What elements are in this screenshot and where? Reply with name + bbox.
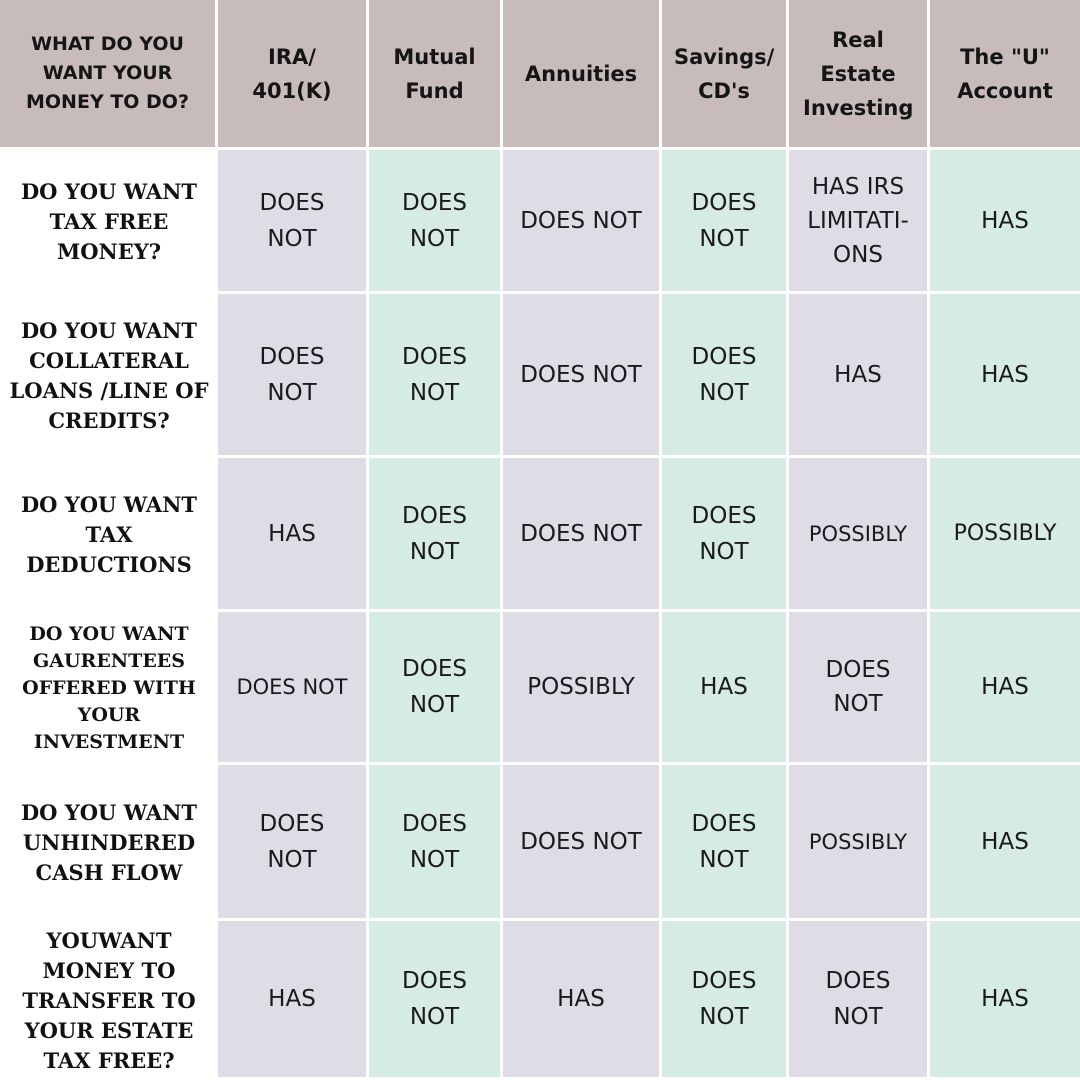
header-col-savings [662, 0, 789, 150]
answer-text: DOES NOT [520, 520, 642, 547]
answer-text: DOES NOT [402, 968, 467, 1030]
answer-cell [503, 294, 662, 458]
row-question-text: DO YOU WANT COLLATERAL LOANS /LINE OF CREDITS? [9, 318, 209, 433]
answer-text: DOES NOT [259, 343, 325, 406]
answer-text: DOES NOT [402, 656, 467, 718]
answer-text: HAS [700, 674, 748, 700]
header-col-annuities-text: Annuities [524, 61, 638, 86]
answer-cell [662, 765, 789, 921]
row-question-text: DO YOU WANT TAX DEDUCTIONS [20, 492, 198, 577]
answer-cell [369, 612, 503, 765]
header-col-mutual-fund [369, 0, 503, 150]
answer-text: HAS [268, 986, 316, 1012]
answer-cell [218, 921, 369, 1080]
answer-text: POSSIBLY [808, 829, 908, 854]
answer-cell [369, 765, 503, 921]
answer-text: POSSIBLY [527, 674, 635, 700]
answer-cell [503, 612, 662, 765]
answer-text: HAS [557, 986, 605, 1012]
header-col-real-estate [789, 0, 930, 150]
answer-cell [789, 150, 930, 294]
answer-text: DOES NOT [520, 207, 642, 234]
answer-text: DOES NOT [825, 657, 891, 717]
answer-cell [503, 765, 662, 921]
answer-cell [218, 150, 369, 294]
answer-cell [662, 612, 789, 765]
answer-text: DOES NOT [402, 343, 467, 406]
row-question [0, 458, 218, 612]
answer-cell [789, 765, 930, 921]
answer-text: DOES NOT [259, 189, 325, 252]
row-question [0, 765, 218, 921]
answer-cell [218, 294, 369, 458]
answer-text: DOES NOT [691, 502, 757, 565]
answer-cell [930, 612, 1080, 765]
answer-text: HAS [981, 674, 1029, 700]
answer-text: HAS [268, 520, 316, 547]
answer-cell [369, 150, 503, 294]
answer-cell [930, 150, 1080, 294]
answer-cell [218, 612, 369, 765]
answer-text: HAS [981, 828, 1029, 855]
header-col-u-account-text: The "U" Account [957, 44, 1053, 103]
answer-cell [218, 765, 369, 921]
answer-cell [503, 150, 662, 294]
answer-cell [930, 921, 1080, 1080]
row-question-text: YOUWANT MONEY TO TRANSFER TO YOUR ESTATE TAX FREE? [22, 927, 196, 1073]
answer-text: HAS [981, 207, 1029, 234]
answer-cell [789, 921, 930, 1080]
answer-text: HAS IRS LIMITATI- ONS [807, 173, 909, 268]
header-col-savings-text: Savings/ CD's [674, 44, 775, 103]
header-question [0, 0, 218, 150]
answer-text: DOES NOT [402, 189, 467, 252]
header-col-real-estate-text: Real Estate Investing [803, 27, 914, 120]
answer-text: HAS [834, 361, 882, 388]
header-question-text: WHAT DO YOU WANT YOUR MONEY TO DO? [26, 33, 189, 113]
answer-cell [662, 458, 789, 612]
answer-cell [930, 458, 1080, 612]
answer-cell [503, 458, 662, 612]
answer-text: DOES NOT [691, 968, 757, 1030]
answer-cell [369, 294, 503, 458]
row-question-text: DO YOU WANT UNHINDERED CASH FLOW [20, 800, 198, 885]
answer-cell [662, 150, 789, 294]
answer-text: DOES NOT [825, 968, 891, 1030]
answer-cell [789, 458, 930, 612]
row-question-text: DO YOU WANT TAX FREE MONEY? [20, 179, 198, 264]
row-question [0, 294, 218, 458]
answer-cell [369, 921, 503, 1080]
answer-text: HAS [981, 361, 1029, 388]
row-question-text: DO YOU WANT GAURENTEES OFFERED WITH YOUR INVESTMENT [22, 623, 196, 753]
answer-text: DOES NOT [402, 810, 467, 873]
answer-cell [369, 458, 503, 612]
row-question [0, 612, 218, 765]
answer-cell [662, 294, 789, 458]
answer-text: DOES NOT [520, 828, 642, 855]
answer-cell [662, 921, 789, 1080]
answer-text: DOES NOT [259, 810, 325, 873]
header-col-annuities [503, 0, 662, 150]
answer-text: POSSIBLY [953, 520, 1057, 546]
header-col-u-account [930, 0, 1080, 150]
answer-cell [789, 612, 930, 765]
answer-cell [930, 294, 1080, 458]
answer-text: DOES NOT [691, 810, 757, 873]
answer-cell [930, 765, 1080, 921]
answer-text: DOES NOT [402, 502, 467, 565]
answer-text: DOES NOT [236, 675, 348, 699]
header-col-ira-text: IRA/ 401(K) [252, 44, 332, 103]
row-question [0, 921, 218, 1080]
row-question [0, 150, 218, 294]
answer-text: HAS [981, 986, 1029, 1012]
answer-cell [218, 458, 369, 612]
header-col-mutual-fund-text: Mutual Fund [393, 44, 476, 103]
answer-cell [789, 294, 930, 458]
answer-text: DOES NOT [691, 343, 757, 406]
answer-cell [503, 921, 662, 1080]
answer-text: POSSIBLY [808, 521, 908, 546]
header-col-ira [218, 0, 369, 150]
answer-text: DOES NOT [691, 189, 757, 252]
answer-text: DOES NOT [520, 361, 642, 388]
